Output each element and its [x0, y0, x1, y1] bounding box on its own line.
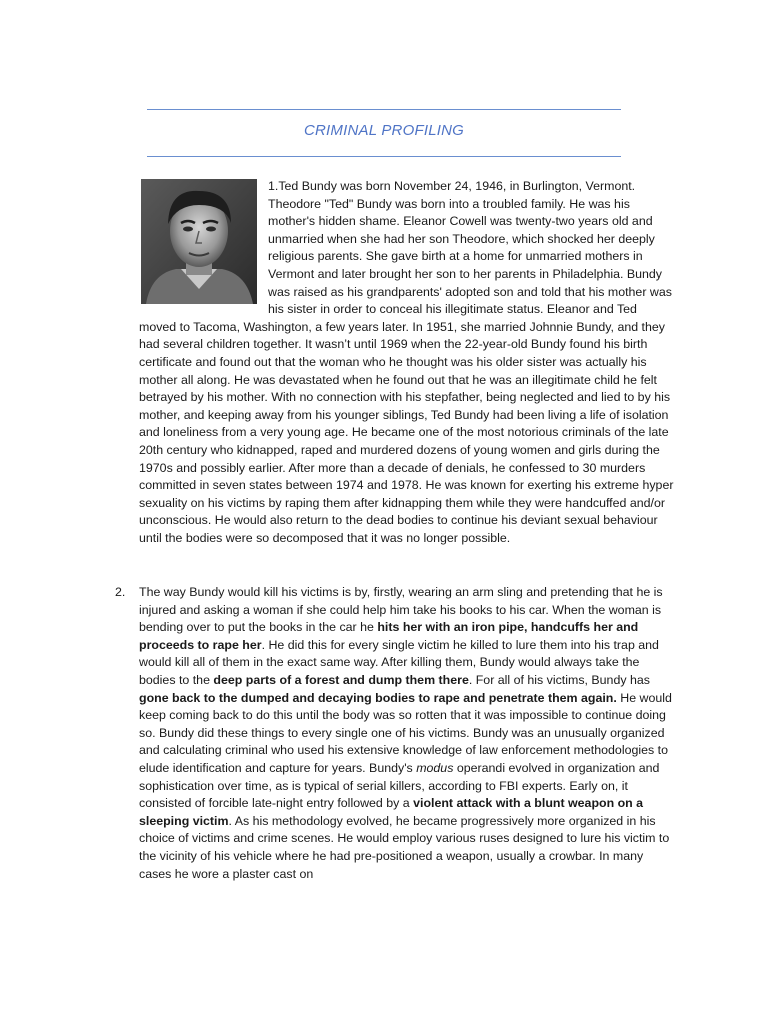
section-2-bold-1: hits her with an iron pipe, handcuffs her and proceeds to rape her	[139, 620, 639, 652]
section-2-italic-1: modus	[416, 760, 454, 775]
section-1-paragraph	[139, 178, 675, 547]
portrait-image	[141, 179, 257, 304]
list-number-2: 2.	[115, 585, 126, 599]
section-2-text-4: He would keep coming back to do this until the body was so rotten that it was impossible to continue doing so. Bundy did these things to every single one of his victims. Bundy was an unusually organized and calculating criminal who used his extensive knowledge of law enforcement methodologies to elude identification and capture for years. Bundy's	[139, 690, 672, 775]
section-2-text-5: operandi evolved in organization and sophistication over time, as is typical of serial killers, according to FBI experts. Early on, it consisted of forcible late-night entry followed by a	[139, 760, 660, 811]
section-2-text-1: The way Bundy would kill his victims is by, firstly, wearing an arm sling and pretending that he is injured and asking a woman if she could help him take his books to his car. When the woman is bending over to put the books in the car he	[139, 585, 663, 635]
section-2-bold-2: deep parts of a forest and dump them there	[213, 672, 469, 687]
title-bottom-rule	[147, 156, 621, 157]
section-2-text-2: . He did this for every single victim he killed to lure them into his trap and would kill all of them in the exact same way. After killing them, Bundy would always take the bodies to the	[139, 637, 659, 687]
section-2-text-6: . As his methodology evolved, he became progressively more organized in his choice of victims and crime scenes. He would employ various ruses designed to lure his victim to the vicinity of his vehicle where he had pre-positioned a weapon, usually a crowbar. In many cases he wore a plaster cast on	[139, 813, 670, 881]
section-2-bold-4: violent attack with a blunt weapon on a sleeping victim	[139, 796, 644, 828]
section-1-text: 1.Ted Bundy was born November 24, 1946, in Burlington, Vermont. Theodore "Ted" Bundy was born into a troubled family. He was his mother's hidden shame. Eleanor Cowell was twenty-two years old and unmarried when she had her son Theodore, which shocked her deeply religious parents. She gave birth at a home for unmarried mothers in Vermont and later brought her son to her parents in Philadelphia. Bundy was raised as his grandparents' adopted son and told that his mother was his sister in order to conceal his illegitimate status. Eleanor and Ted moved to Tacoma, Washington, a few years later. In 1951, she married Johnnie Bundy, and they had several children together. It wasn’t until 1969 when the 22-year-old Bundy found his birth certificate and found out that the woman who he thought was his older sister was actually his mother all along. He was devastated when he found out that he was an illegitimate child he felt betrayed by his mother. With no connection with his stepfather, being neglected and lied to by his mother, and keeping away from his younger siblings, Ted Bundy had been living a life of isolation and loneliness from a very young age. He became one of the most notorious criminals of the late 20th century who kidnapped, raped and murdered dozens of young women and girls during the 1970s and possibly earlier. After more than a decade of denials, he confessed to 30 murders committed in seven states between 1974 and 1978. He was known for exerting his extreme hyper sexuality on his victims by raping them after kidnapping them while they were handcuffed and/or unconscious. He would also return to the dead bodies to continue his deviant sexual behaviour until the bodies were so decomposed that it was no longer possible.	[139, 179, 674, 545]
ted-bundy-photo	[141, 179, 257, 304]
section-2-bold-3: gone back to the dumped and decaying bodies to rape and penetrate them again.	[139, 690, 617, 705]
section-2-text-3: . For all of his victims, Bundy has	[468, 672, 650, 687]
section-2-paragraph	[139, 584, 675, 883]
document-title: CRIMINAL PROFILING	[303, 122, 465, 139]
title-top-rule	[147, 109, 621, 110]
